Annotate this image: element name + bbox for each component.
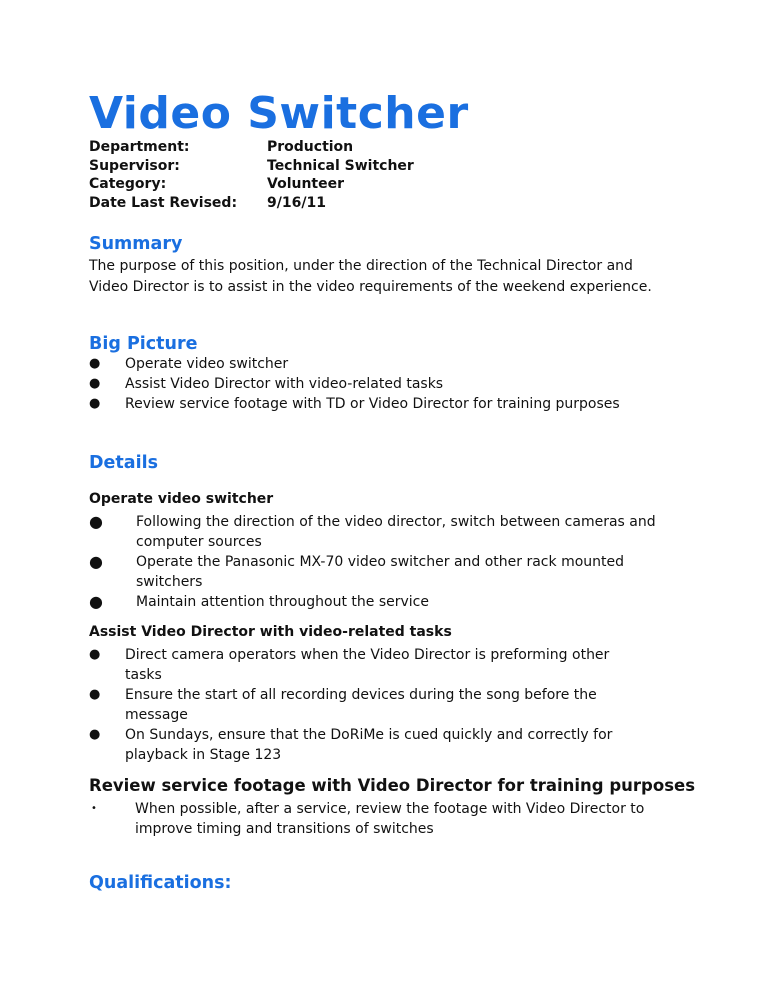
list-item-text xyxy=(125,645,689,685)
list-item-line: playback in Stage 123 xyxy=(125,747,282,763)
meta-value: 9/16/11 xyxy=(267,194,326,211)
list-item-line: Ensure the start of all recording devices during the song before the xyxy=(125,687,597,703)
list-item-text: Operate video switcher xyxy=(125,356,289,372)
list-item xyxy=(89,552,699,592)
list-item-text: Assist Video Director with video-related tasks xyxy=(125,376,444,392)
meta-value: Technical Switcher xyxy=(267,157,414,174)
bullet: ● xyxy=(89,356,101,371)
list-item-text xyxy=(135,799,699,839)
big-picture-heading: Big Picture xyxy=(89,334,198,354)
summary-line: The purpose of this position, under the direction of the Technical Director and xyxy=(89,258,633,274)
bullet: ● xyxy=(89,396,101,411)
list-item xyxy=(89,394,689,414)
details-section-list xyxy=(89,799,699,839)
details-section-title: Review service footage with Video Director for training purposes xyxy=(89,776,696,795)
list-item-line: Following the direction of the video director, switch between cameras and xyxy=(136,514,656,530)
details-section-title: Assist Video Director with video-related tasks xyxy=(89,624,452,640)
list-item xyxy=(89,725,689,765)
list-item xyxy=(89,685,689,725)
meta-label: Date Last Revised: xyxy=(89,194,238,211)
list-item xyxy=(89,354,689,374)
list-item-line: On Sundays, ensure that the DoRiMe is cued quickly and correctly for xyxy=(125,727,613,743)
list-item-text xyxy=(125,725,689,765)
details-section-list xyxy=(89,645,689,765)
details-heading: Details xyxy=(89,453,158,473)
page-title: Video Switcher xyxy=(89,88,469,139)
bullet: • xyxy=(91,803,97,814)
list-item xyxy=(89,645,689,685)
list-item-line: message xyxy=(125,707,188,723)
list-item xyxy=(89,374,689,394)
list-item-line: When possible, after a service, review the footage with Video Director to xyxy=(135,801,645,817)
bullet: ● xyxy=(89,552,103,571)
list-item-line: tasks xyxy=(125,667,162,683)
list-item xyxy=(89,512,699,552)
summary-line: Video Director is to assist in the video requirements of the weekend experience. xyxy=(89,278,652,295)
summary-paragraph xyxy=(89,256,689,297)
list-item-line: Direct camera operators when the Video Director is preforming other xyxy=(125,647,610,663)
details-section-title: Operate video switcher xyxy=(89,491,274,507)
big-picture-list xyxy=(89,354,689,414)
list-item xyxy=(89,799,699,839)
list-item-line: Operate the Panasonic MX-70 video switcher and other rack mounted xyxy=(136,554,625,570)
list-item-line: computer sources xyxy=(136,534,262,550)
bullet: ● xyxy=(89,512,103,531)
list-item-text xyxy=(136,512,699,552)
details-section-list xyxy=(89,512,699,612)
summary-heading: Summary xyxy=(89,234,183,254)
meta-label: Category: xyxy=(89,176,167,192)
qualifications-heading: Qualifications: xyxy=(89,873,232,893)
meta-label: Department: xyxy=(89,139,190,155)
bullet: ● xyxy=(89,687,101,702)
list-item-line: improve timing and transitions of switches xyxy=(135,821,434,837)
list-item-text: Review service footage with TD or Video Director for training purposes xyxy=(125,396,620,412)
bullet: ● xyxy=(89,592,103,611)
bullet: ● xyxy=(89,727,101,742)
bullet: ● xyxy=(89,376,101,391)
bullet: ● xyxy=(89,647,101,662)
list-item xyxy=(89,592,699,612)
list-item-text xyxy=(136,552,699,592)
list-item-line: Maintain attention throughout the service xyxy=(136,594,429,610)
list-item-line: switchers xyxy=(136,574,203,590)
list-item-text xyxy=(125,685,689,725)
meta-value: Production xyxy=(267,139,354,155)
meta-label: Supervisor: xyxy=(89,157,180,174)
meta-value: Volunteer xyxy=(267,176,345,192)
list-item-text xyxy=(136,592,699,612)
